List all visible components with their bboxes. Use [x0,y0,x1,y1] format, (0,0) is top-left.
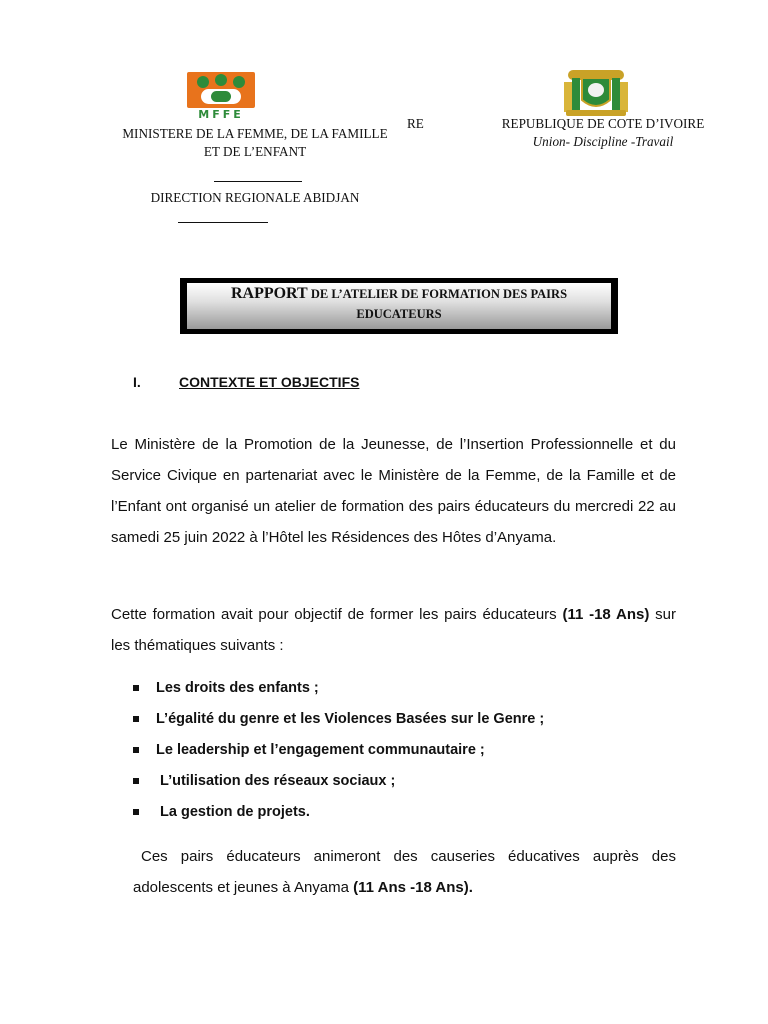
report-title [187,283,611,329]
ministry-line-2: ET DE L’ENFANT [203,144,307,159]
ministry-line-1: MINISTERE DE LA FEMME, DE LA FAMILLE [122,126,388,141]
title-line-1: DE L’ATELIER DE FORMATION DES PAIRS [307,287,568,301]
ministry-name [70,125,440,161]
coat-of-arms [556,68,636,120]
paragraph-conclusion [133,841,676,903]
objective-age-range: (11 -18 Ans) [562,606,650,623]
divider [214,181,302,182]
national-motto: Union- Discipline -Travail [532,134,674,149]
title-line-2: EDUCATEURS [356,307,442,321]
themes-list [133,673,653,828]
objective-tail: sur les thématiques suivants : [111,606,676,654]
re-text: RE [407,116,424,131]
bullet-square-icon [133,716,139,722]
bullet-square-icon [133,685,139,691]
report-title-box [180,278,618,334]
section-title: CONTEXTE ET OBJECTIFS [179,374,360,390]
paragraph-context: Le Ministère de la Promotion de la Jeunesse, de l’Insertion Professionnelle et du Service Civique en partenariat avec le Ministère de la Femme, de la Famille et de l’Enfant ont organisé un atelier de formation des pairs éducateurs du mercredi 22 au samedi 25 juin 2022 à l’Hôtel les Résidences des Hôtes d’Anyama. [111,436,676,546]
list-item: L’utilisation des réseaux sociaux ; [133,766,653,797]
direction-name: DIRECTION REGIONALE ABIDJAN [150,190,360,205]
republic-heading [478,115,728,151]
objective-text: Cette formation avait pour objectif de former les pairs éducateurs [111,606,563,623]
mffe-logo: MFFE [187,72,255,122]
republic-name: REPUBLIQUE DE COTE D’IVOIRE [501,116,705,131]
section-number: I. [133,374,141,390]
bullet-square-icon [133,809,139,815]
list-item: Le leadership et l’engagement communautaire ; [133,735,653,766]
title-first-word: RAPPORT [230,285,308,302]
paragraph-objective [111,599,676,661]
divider [178,222,268,223]
conclusion-age-range: (11 Ans -18 Ans). [353,879,473,896]
bullet-square-icon [133,747,139,753]
list-item: Les droits des enfants ; [133,673,653,704]
bullet-square-icon [133,778,139,784]
list-item: La gestion de projets. [133,797,653,828]
list-item: L’égalité du genre et les Violences Basées sur le Genre ; [133,704,653,735]
conclusion-text: Ces pairs éducateurs animeront des causeries éducatives auprès des adolescents et jeunes à Anyama [133,848,676,896]
